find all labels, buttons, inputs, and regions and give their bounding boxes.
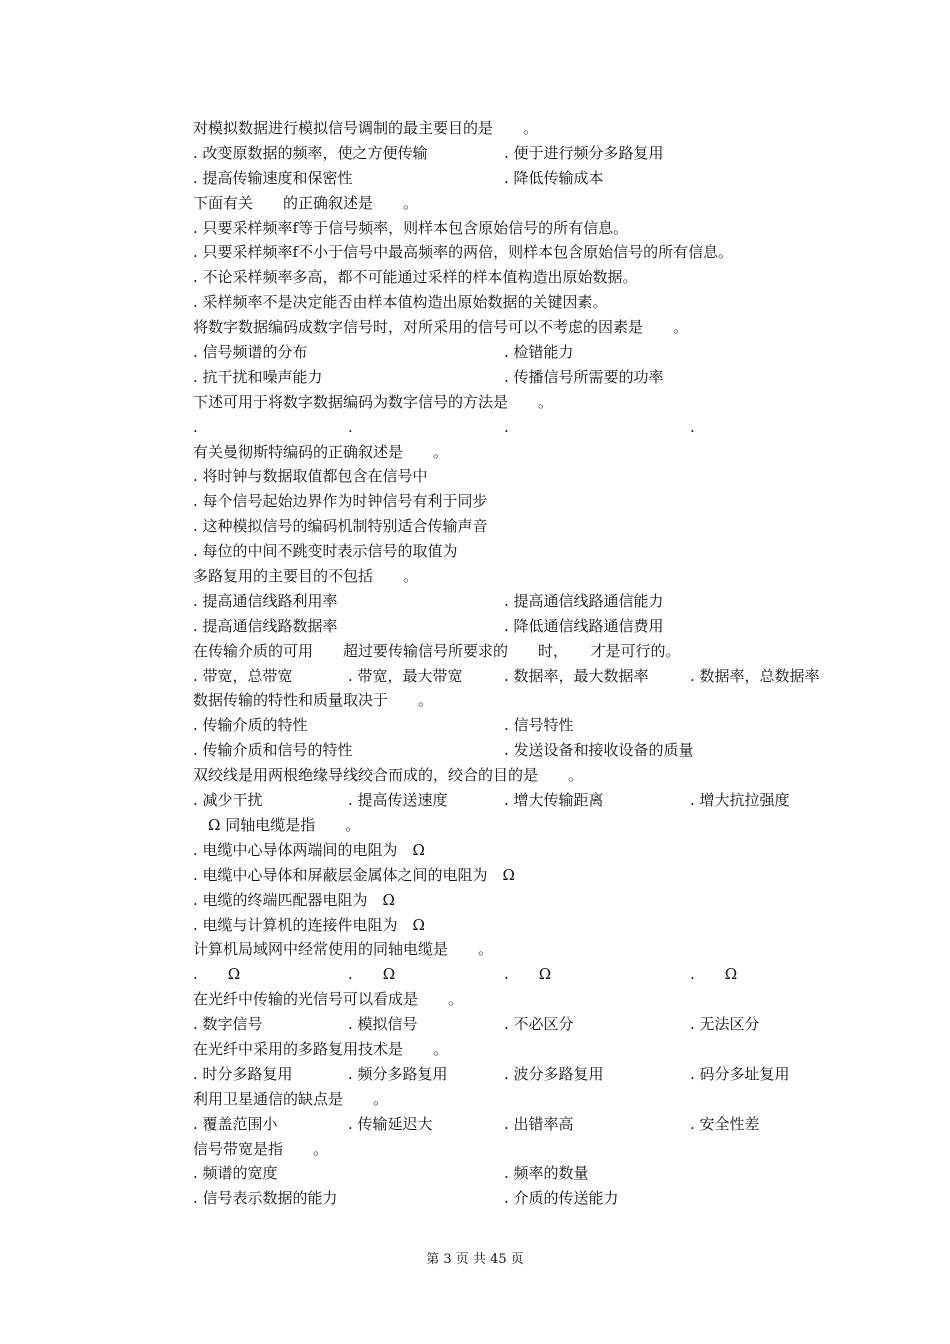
option-row xyxy=(193,738,873,763)
option-text: . 将时钟与数据取值都包含在信号中 xyxy=(193,467,428,486)
question-stem: 对模拟数据进行模拟信号调制的最主要目的是 。 xyxy=(193,119,539,137)
option-row xyxy=(193,514,873,539)
option-row xyxy=(193,539,873,564)
option-row xyxy=(193,1112,873,1137)
option-row xyxy=(193,1186,873,1211)
option-row xyxy=(193,1161,873,1186)
option-text: . 检错能力 xyxy=(504,343,574,362)
option-row xyxy=(193,489,873,514)
option-text: . Ω xyxy=(348,965,396,984)
option-row xyxy=(193,216,873,241)
option-text: . 只要采样频率f等于信号频率，则样本包含原始信号的所有信息。 xyxy=(193,218,629,237)
option-row xyxy=(193,290,873,315)
option-text: . 提高传输速度和保密性 xyxy=(193,168,353,187)
option-text: . 传输介质的特性 xyxy=(193,716,308,735)
option-text: . 每个信号起始边界作为时钟信号有利于同步 xyxy=(193,492,488,511)
option-row xyxy=(193,340,873,365)
option-text: . 改变原数据的频率，使之方便传输 xyxy=(193,143,428,162)
question-stem: 将数字数据编码成数字信号时，对所采用的信号可以不考虑的因素是 。 xyxy=(193,318,689,337)
option-text: . 提高传送速度 xyxy=(348,791,448,810)
option-text: . 频谱的宽度 xyxy=(193,1164,278,1183)
option-row xyxy=(193,913,873,938)
option-text: . xyxy=(690,417,695,436)
question-stem: 多路复用的主要目的不包括 。 xyxy=(193,567,419,586)
option-text: . 电缆中心导体和屏蔽层金属体之间的电阻为 Ω xyxy=(193,865,515,884)
option-text: . xyxy=(193,417,198,436)
question-stem: 下述可用于将数字数据编码为数字信号的方法是 。 xyxy=(193,392,554,411)
question-stem: 利用卫星通信的缺点是 。 xyxy=(193,1089,389,1108)
option-row xyxy=(193,1062,873,1087)
option-text: . 降低传输成本 xyxy=(504,168,604,187)
option-text: . 降低通信线路通信费用 xyxy=(504,616,664,635)
option-text: . 传输延迟大 xyxy=(348,1114,433,1133)
option-row xyxy=(193,863,873,888)
option-text: . xyxy=(504,417,509,436)
option-text: . 信号频谱的分布 xyxy=(193,343,308,362)
option-text: . 数据率，最大数据率 xyxy=(504,666,649,685)
option-text: . 数字信号 xyxy=(193,1015,263,1034)
option-text: . 便于进行频分多路复用 xyxy=(504,143,664,162)
option-row xyxy=(193,464,873,489)
option-text: . 频率的数量 xyxy=(504,1164,589,1183)
option-text: . 不论采样频率多高，都不可能通过采样的样本值构造出原始数据。 xyxy=(193,268,638,287)
option-text: . 带宽，最大带宽 xyxy=(348,666,463,685)
question-stem: 计算机局域网中经常使用的同轴电缆是 。 xyxy=(193,940,494,959)
option-row xyxy=(193,240,873,265)
option-text: . 带宽，总带宽 xyxy=(193,666,293,685)
question-stem: 数据传输的特性和质量取决于 。 xyxy=(193,691,434,710)
option-text: . 信号特性 xyxy=(504,716,574,735)
option-row xyxy=(193,141,873,166)
option-text: . 只要采样频率f不小于信号中最高频率的两倍，则样本包含原始信号的所有信息。 xyxy=(193,243,734,262)
question-stem: 在光纤中传输的光信号可以看成是 。 xyxy=(193,990,464,1009)
question-stem: 下面有关 的正确叙述是 。 xyxy=(193,193,419,212)
option-row xyxy=(193,265,873,290)
option-text: . 这种模拟信号的编码机制特别适合传输声音 xyxy=(193,517,488,536)
option-text: . 电缆与计算机的连接件电阻为 Ω xyxy=(193,915,425,934)
option-text: . 减少干扰 xyxy=(193,791,263,810)
question-stem: 有关曼彻斯特编码的正确叙述是 。 xyxy=(193,442,449,461)
option-text: . 数据率，总数据率 xyxy=(690,666,820,685)
option-row xyxy=(193,962,873,987)
option-text: . 增大抗拉强度 xyxy=(690,791,790,810)
option-text: . 不必区分 xyxy=(504,1015,574,1034)
page-footer: 第 3 页 共 45 页 xyxy=(426,1252,524,1267)
option-text: . 模拟信号 xyxy=(348,1015,418,1034)
option-row xyxy=(193,888,873,913)
option-text: . 时分多路复用 xyxy=(193,1064,293,1083)
option-row xyxy=(193,1012,873,1037)
option-row xyxy=(193,415,873,440)
option-text: . 增大传输距离 xyxy=(504,791,604,810)
option-text: . 安全性差 xyxy=(690,1114,760,1133)
option-text: . 码分多址复用 xyxy=(690,1064,790,1083)
option-row xyxy=(193,664,873,689)
question-stem: Ω 同轴电缆是指 。 xyxy=(193,815,361,834)
option-row xyxy=(193,614,873,639)
option-text: . 采样频率不是决定能否由样本值构造出原始数据的关键因素。 xyxy=(193,293,608,312)
option-text: . 无法区分 xyxy=(690,1015,760,1034)
option-text: . Ω xyxy=(690,965,738,984)
option-text: . 提高通信线路数据率 xyxy=(193,616,338,635)
question-stem: 双绞线是用两根绝缘导线绞合而成的，绞合的目的是 。 xyxy=(193,766,584,785)
option-text: . Ω xyxy=(504,965,552,984)
option-text: . 频分多路复用 xyxy=(348,1064,448,1083)
option-text: . 提高通信线路利用率 xyxy=(193,591,338,610)
option-row xyxy=(193,589,873,614)
option-text: . xyxy=(348,417,353,436)
option-text: . 介质的传送能力 xyxy=(504,1189,619,1208)
option-row xyxy=(193,166,873,191)
question-list xyxy=(193,116,873,1211)
option-row xyxy=(193,838,873,863)
question-stem: 在传输介质的可用 超过要传输信号所要求的 时， 才是可行的。 xyxy=(193,641,681,660)
option-text: . 电缆的终端匹配器电阻为 Ω xyxy=(193,890,395,909)
option-text: . 波分多路复用 xyxy=(504,1064,604,1083)
option-text: . 覆盖范围小 xyxy=(193,1114,278,1133)
option-text: . 每位的中间不跳变时表示信号的取值为 xyxy=(193,542,458,561)
option-text: . Ω xyxy=(193,965,241,984)
option-text: . 抗干扰和噪声能力 xyxy=(193,367,323,386)
option-row xyxy=(193,365,873,390)
question-stem: 信号带宽是指 。 xyxy=(193,1139,329,1158)
option-text: . 传播信号所需要的功率 xyxy=(504,367,664,386)
option-text: . 提高通信线路通信能力 xyxy=(504,591,664,610)
option-text: . 出错率高 xyxy=(504,1114,574,1133)
option-text: . 发送设备和接收设备的质量 xyxy=(504,741,694,760)
option-text: . 信号表示数据的能力 xyxy=(193,1189,338,1208)
option-row xyxy=(193,713,873,738)
question-stem: 在光纤中采用的多路复用技术是 。 xyxy=(193,1039,449,1058)
option-row xyxy=(193,788,873,813)
option-text: . 电缆中心导体两端间的电阻为 Ω xyxy=(193,840,425,859)
option-text: . 传输介质和信号的特性 xyxy=(193,741,353,760)
